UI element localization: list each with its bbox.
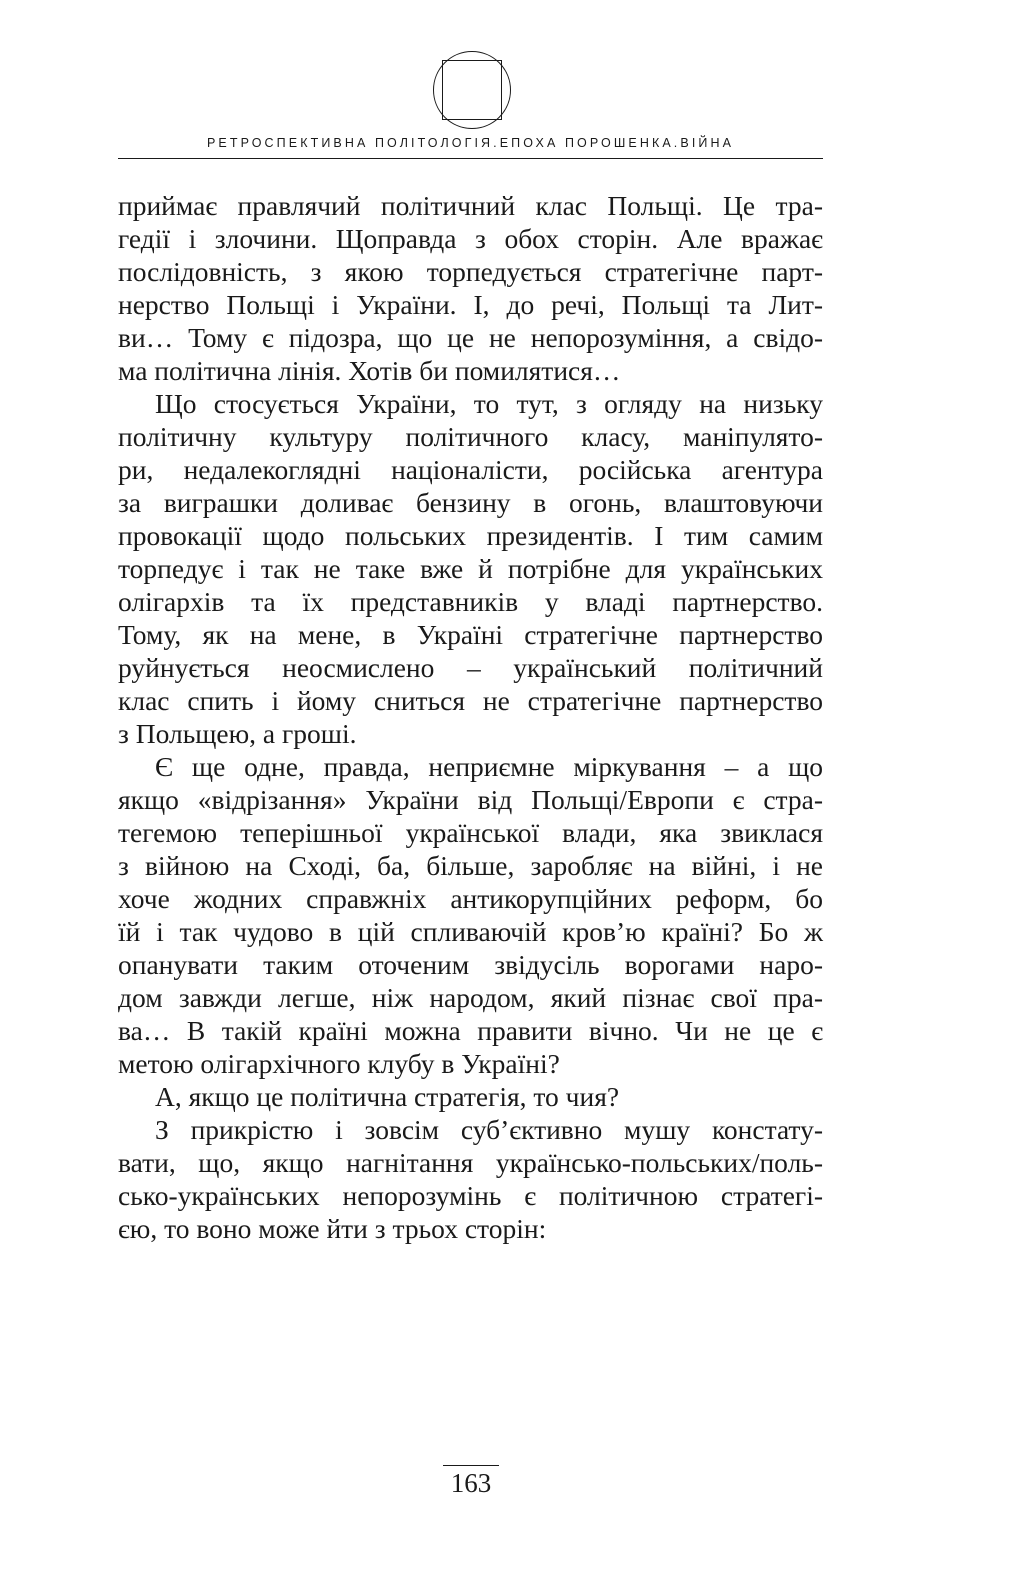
text-line: вати, що, якщо нагнітання українсько-польських/поль- — [118, 1147, 823, 1178]
paragraph — [118, 750, 823, 1080]
text-line: нерство Польщі і України. І, до речі, Польщі та Лит- — [118, 289, 823, 320]
text-line: послідовність, з якою торпедується стратегічне парт- — [118, 256, 823, 287]
paragraph — [118, 1080, 823, 1113]
text-line: руйнується неосмислено – український політичний — [118, 652, 823, 683]
text-line: метою олігархічного клубу в Україні? — [118, 1048, 560, 1079]
text-line: хоче жодних справжніх антикорупційних реформ, бо — [118, 883, 823, 914]
running-header-title: РЕТРОСПЕКТИВНА ПОЛІТОЛОГІЯ.ЕПОХА ПОРОШЕНКА.ВІЙНА — [206, 136, 735, 150]
text-line: ма політична лінія. Хотів би помилятися… — [118, 355, 621, 386]
text-line: гедії і злочини. Щоправда з обох сторін. Але вражає — [118, 223, 823, 254]
text-line: якщо «відрізання» України від Польщі/Европи є стра- — [118, 784, 823, 815]
paragraph — [118, 189, 823, 387]
text-line: Що стосується України, то тут, з огляду на низьку — [155, 388, 823, 419]
text-line: з війною на Сході, ба, більше, заробляє на війні, і не — [118, 850, 823, 881]
text-line: торпедує і так не таке вже й потрібне для українських — [118, 553, 823, 584]
text-line: їй і так чудово в цій спливаючій кров’ю країні? Бо ж — [118, 916, 823, 947]
circle-square-emblem-icon — [432, 50, 512, 130]
text-line: тегемою теперішньої української влади, яка звиклася — [118, 817, 823, 848]
text-line: ри, недалекоглядні націоналісти, російська агентура — [118, 454, 823, 485]
text-line: ва… В такій країні можна правити вічно. Чи не це є — [118, 1015, 823, 1046]
text-line: клас спить і йому сниться не стратегічне партнерство — [118, 685, 823, 716]
text-line: Є ще одне, правда, неприємне міркування – а що — [155, 751, 823, 782]
text-line: Тому, як на мене, в Україні стратегічне партнерство — [118, 619, 823, 650]
text-line: провокації щодо польських президентів. І тим самим — [118, 520, 823, 551]
text-line: політичну культуру політичного класу, маніпулято- — [118, 421, 823, 452]
text-line: єю, то воно може йти з трьох сторін: — [118, 1213, 547, 1244]
text-line: олігархів та їх представників у владі партнерство. — [118, 586, 823, 617]
text-line: А, якщо це політична стратегія, то чия? — [155, 1081, 620, 1112]
paragraph — [118, 387, 823, 750]
text-line: сько-українських непорозумінь є політичною стратегі- — [118, 1180, 823, 1211]
text-line: дом завжди легше, ніж народом, який пізнає свої пра- — [118, 982, 823, 1013]
page-number: 163 — [443, 1465, 499, 1500]
text-line: опанувати таким оточеним звідусіль ворогами наро- — [118, 949, 823, 980]
text-line: з Польщею, а гроші. — [118, 718, 357, 749]
header-divider — [118, 158, 823, 159]
text-line: за виграшки доливає бензину в огонь, влаштовуючи — [118, 487, 823, 518]
text-line: З прикрістю і зовсім суб’єктивно мушу констату- — [155, 1114, 823, 1145]
text-line: ви… Тому є підозра, що це не непорозуміння, а свідо- — [118, 322, 823, 353]
paragraph — [118, 1113, 823, 1245]
body-text — [118, 189, 823, 1245]
text-line: приймає правлячий політичний клас Польщі. Це тра- — [118, 190, 823, 221]
